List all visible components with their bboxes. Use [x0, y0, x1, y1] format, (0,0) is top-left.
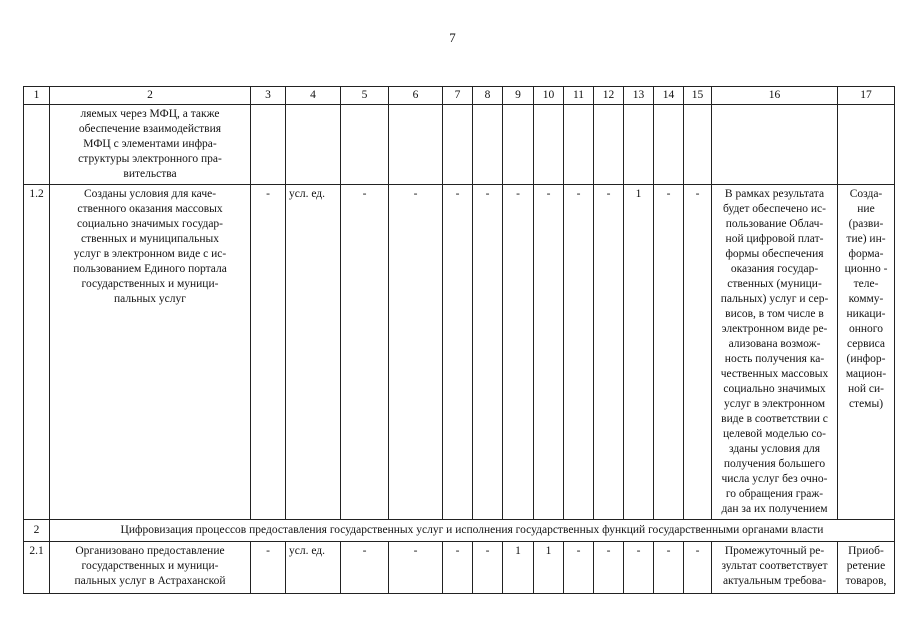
cell-col11: -: [564, 185, 594, 520]
cell-col5: [341, 105, 389, 185]
cell-col13: -: [624, 542, 654, 594]
cell-col11: -: [564, 542, 594, 594]
cell-number: 2.1: [24, 542, 50, 594]
cell-col12: -: [594, 542, 624, 594]
cell-col6: -: [389, 542, 443, 594]
cell-unit: усл. ед.: [286, 185, 341, 520]
cell-col15: -: [684, 542, 712, 594]
table-row-1-2: [24, 185, 895, 520]
header-cell-1: 1: [24, 87, 50, 105]
cell-unit: усл. ед.: [286, 542, 341, 594]
header-cell-15: 15: [684, 87, 712, 105]
cell-col14: -: [654, 185, 684, 520]
header-cell-5: 5: [341, 87, 389, 105]
cell-col13: [624, 105, 654, 185]
cell-number: 2: [24, 520, 50, 542]
cell-col14: -: [654, 542, 684, 594]
header-cell-11: 11: [564, 87, 594, 105]
header-cell-4: 4: [286, 87, 341, 105]
cell-col7: [443, 105, 473, 185]
cell-col5: -: [341, 542, 389, 594]
cell-col10: -: [534, 185, 564, 520]
column-number-header-row: [24, 87, 895, 105]
section-row-2: [24, 520, 895, 542]
cell-col11: [564, 105, 594, 185]
header-cell-3: 3: [251, 87, 286, 105]
cell-col8: -: [473, 542, 503, 594]
header-cell-10: 10: [534, 87, 564, 105]
header-cell-2: 2: [50, 87, 251, 105]
section-title: Цифровизация процессов предоставления государственных услуг и исполнения государственных функций государственными органами власти: [50, 520, 895, 542]
cell-number: [24, 105, 50, 185]
cell-col9: -: [503, 185, 534, 520]
cell-result-type: Созда- ние (разви- тие) ин- форма- ционно - теле- комму- никаци- онного сервиса (инфор- мацион- ной си- стемы): [838, 185, 895, 520]
cell-col15: -: [684, 185, 712, 520]
cell-col9: 1: [503, 542, 534, 594]
cell-col10: 1: [534, 542, 564, 594]
header-cell-6: 6: [389, 87, 443, 105]
cell-col12: [594, 105, 624, 185]
cell-col9: [503, 105, 534, 185]
cell-col17: [838, 105, 895, 185]
cell-col3: -: [251, 185, 286, 520]
header-cell-8: 8: [473, 87, 503, 105]
cell-number: 1.2: [24, 185, 50, 520]
header-cell-9: 9: [503, 87, 534, 105]
cell-col7: -: [443, 542, 473, 594]
cell-col3: [251, 105, 286, 185]
cell-col15: [684, 105, 712, 185]
table-row-continuation: [24, 105, 895, 185]
cell-col10: [534, 105, 564, 185]
header-cell-17: 17: [838, 87, 895, 105]
cell-col7: -: [443, 185, 473, 520]
cell-col14: [654, 105, 684, 185]
header-cell-12: 12: [594, 87, 624, 105]
header-cell-14: 14: [654, 87, 684, 105]
cell-col6: [389, 105, 443, 185]
cell-description: Созданы условия для каче- ственного оказания массовых социально значимых государ- ственных и муниципальных услуг в электронном виде с ис- пользованием Единого портала государственных и муници- пальных услуг: [50, 185, 251, 520]
cell-col12: -: [594, 185, 624, 520]
cell-result-description: Промежуточный ре- зультат соответствует актуальным требова-: [712, 542, 838, 594]
cell-col13: 1: [624, 185, 654, 520]
cell-col8: -: [473, 185, 503, 520]
cell-col3: -: [251, 542, 286, 594]
cell-result-type: Приоб- ретение товаров,: [838, 542, 895, 594]
cell-col6: -: [389, 185, 443, 520]
cell-col4: [286, 105, 341, 185]
table-row-2-1: [24, 542, 895, 594]
cell-col5: -: [341, 185, 389, 520]
cell-col16: [712, 105, 838, 185]
header-cell-7: 7: [443, 87, 473, 105]
results-table: [23, 86, 895, 594]
cell-description: ляемых через МФЦ, а также обеспечение взаимодействия МФЦ с элементами инфра- структуры электронного пра- вительства: [50, 105, 251, 185]
cell-description: Организовано предоставление государственных и муници- пальных услуг в Астраханской: [50, 542, 251, 594]
header-cell-16: 16: [712, 87, 838, 105]
page-number: 7: [449, 30, 456, 45]
cell-result-description: В рамках результата будет обеспечено ис- пользование Облач- ной цифровой плат- формы обеспечения оказания государ- ственных (муници- пальных) услуг и сер- висов, в том числе в электронном виде ре- ализована возмож- ность получения ка- чественных массовых социально значимых услуг в электронном виде в соответствии с целевой моделью со- зданы условия для получения большего числа услуг без очно- го обращения граж- дан за их получением: [712, 185, 838, 520]
header-cell-13: 13: [624, 87, 654, 105]
cell-col8: [473, 105, 503, 185]
